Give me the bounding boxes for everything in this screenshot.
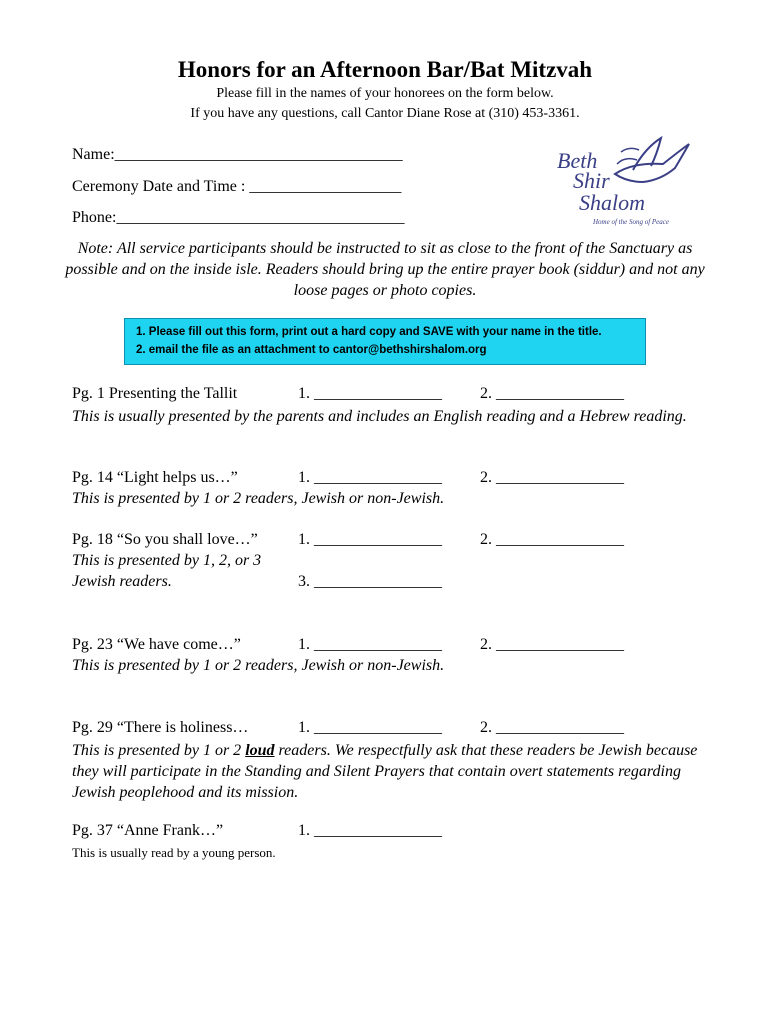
attendance-note: Note: All service participants should be instructed to sit as close to the front of the Sanctuary as possible and on the inside isle. Readers should bring up the entire prayer book (siddur) and not any loose pages or photo copies. [65,240,705,299]
honoree-blank[interactable]: 2. ________________ [480,719,624,736]
phone-field[interactable]: Phone:____________________________________ [72,209,405,226]
honor-title: Pg. 37 “Anne Frank…” [72,822,224,839]
logo-tagline: Home of the Song of Peace [593,218,670,226]
honoree-blank[interactable]: 2. ________________ [480,469,624,486]
honor-description: This is usually read by a young person. [72,845,276,860]
instruction-item: 1. Please fill out this form, print out a hard copy and SAVE with your name in the title. [136,326,602,338]
honor-description: Jewish readers. [72,573,172,590]
beth-shir-shalom-logo [553,134,693,234]
honoree-blank[interactable]: 1. ________________ [298,531,442,548]
honoree-blank[interactable]: 2. ________________ [480,385,624,402]
instruction-item: 2. email the file as an attachment to cantor@bethshirshalom.org [136,344,487,356]
page-title: Honors for an Afternoon Bar/Bat Mitzvah [177,57,593,82]
honoree-blank[interactable]: 1. ________________ [298,822,442,839]
honoree-blank[interactable]: 1. ________________ [298,385,442,402]
honor-description: This is usually presented by the parents and includes an English reading and a Hebrew reading. [72,408,687,425]
honor-description-part: This is presented by 1 or 2 [72,742,246,759]
honoree-blank[interactable]: 1. ________________ [298,719,442,736]
contact-line: If you have any questions, call Cantor Diane Rose at (310) 453-3361. [190,106,580,121]
honor-description: This is presented by 1 or 2 readers, Jewish or non-Jewish. [72,657,445,674]
logo-shir: Shir [573,168,610,193]
honor-title: Pg. 14 “Light helps us…” [72,469,238,486]
instructions-box [124,318,646,365]
honor-description-part: readers. We respectfully ask that these readers be Jewish because they will participate in the Standing and Silent Prayers that contain overt statements regarding Jewish peoplehood and its mission. [72,742,698,801]
logo-beth: Beth [557,148,598,173]
honor-title: Pg. 18 “So you shall love…” [72,531,258,548]
loud-emphasis: loud [245,742,275,759]
honoree-blank[interactable]: 3. ________________ [298,573,442,590]
honor-description [72,740,702,803]
honoree-blank[interactable]: 1. ________________ [298,636,442,653]
ceremony-date-field[interactable]: Ceremony Date and Time : ___________________ [72,178,402,195]
honor-description: This is presented by 1 or 2 readers, Jewish or non-Jewish. [72,490,445,507]
honoree-blank[interactable]: 2. ________________ [480,636,624,653]
name-field[interactable]: Name:____________________________________ [72,146,403,163]
honor-description: This is presented by 1, 2, or 3 [72,552,262,569]
logo-shalom: Shalom [579,190,645,215]
honor-title: Pg. 1 Presenting the Tallit [72,385,238,402]
honor-title: Pg. 29 “There is holiness… [72,719,249,736]
honoree-blank[interactable]: 1. ________________ [298,469,442,486]
honoree-blank[interactable]: 2. ________________ [480,531,624,548]
intro-line: Please fill in the names of your honorees on the form below. [216,86,554,101]
honor-title: Pg. 23 “We have come…” [72,636,241,653]
